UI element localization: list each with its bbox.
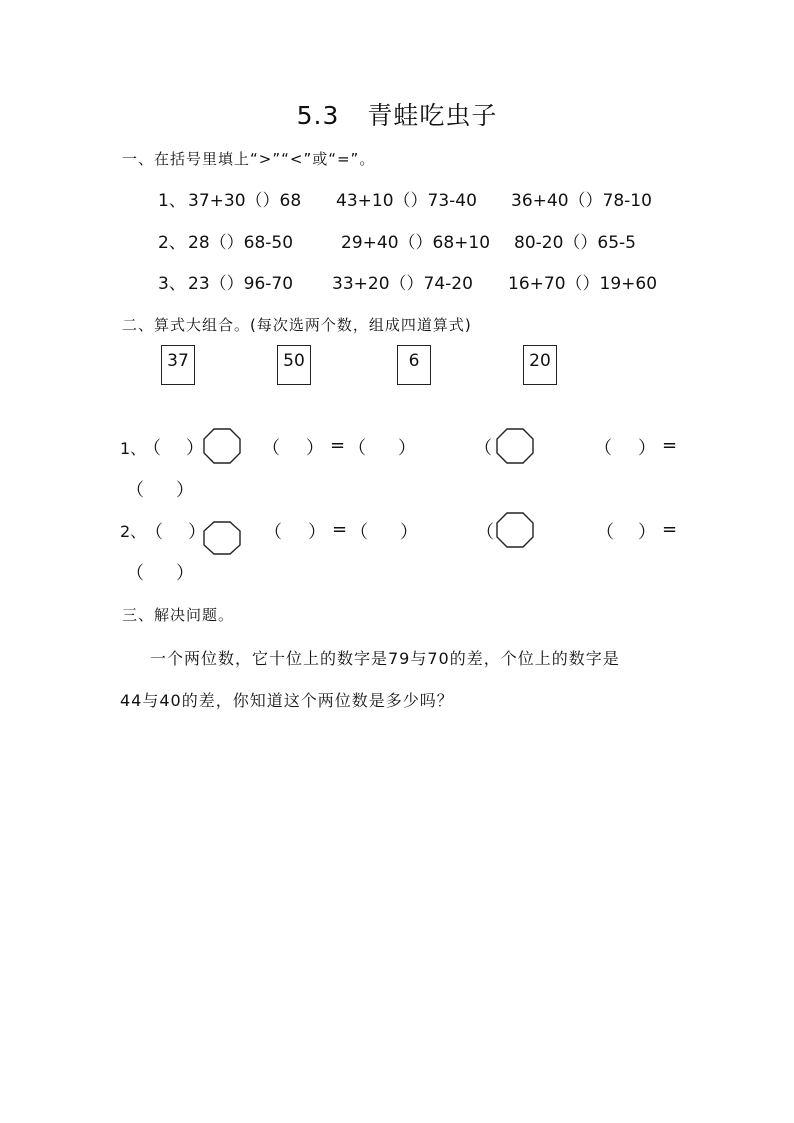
answer-blank-open[interactable]: （ <box>143 438 161 459</box>
answer-blank-open[interactable]: （ <box>262 438 280 459</box>
number-card-37: 37 <box>161 345 195 385</box>
compare-row-2 <box>0 228 794 252</box>
answer-blank-open[interactable]: （ <box>594 438 612 459</box>
answer-blank-close[interactable]: ） <box>306 438 324 459</box>
answer-blank-close[interactable]: ） <box>638 438 656 459</box>
equals-sign: = <box>662 519 678 540</box>
row-label: 3、 <box>158 274 186 294</box>
answer-blank-close[interactable]: ） <box>176 480 194 501</box>
compare-item: 43+10（）73-40 <box>336 191 477 211</box>
compare-item: 29+40（）68+10 <box>341 233 491 253</box>
answer-blank-close[interactable]: ） <box>188 522 206 543</box>
answer-blank-open[interactable]: （ <box>264 522 282 543</box>
equals-sign: = <box>330 435 346 456</box>
number-card-6: 6 <box>397 345 431 385</box>
answer-blank-open[interactable]: （ <box>350 522 368 543</box>
problem-text-line-2: 44与40的差，你知道这个两位数是多少吗？ <box>120 691 454 710</box>
answer-blank-close[interactable]: ） <box>398 438 416 459</box>
problem-text-line-1: 一个两位数，它十位上的数字是79与70的差，个位上的数字是 <box>150 649 620 668</box>
compare-item: 16+70（）19+60 <box>508 274 658 294</box>
operator-octagon[interactable] <box>203 521 241 555</box>
compare-item: 33+20（）74-20 <box>332 274 473 294</box>
answer-blank-open[interactable]: （ <box>596 522 614 543</box>
equals-sign: = <box>332 519 348 540</box>
operator-octagon[interactable] <box>496 428 534 464</box>
compare-row-3 <box>0 269 794 293</box>
answer-blank-close[interactable]: ） <box>638 522 656 543</box>
answer-blank-close[interactable]: ） <box>308 522 326 543</box>
section3-heading: 三、解决问题。 <box>122 606 235 624</box>
answer-blank-open[interactable]: （ <box>145 522 163 543</box>
lesson-number: 5.3 <box>296 101 340 130</box>
equals-sign: = <box>662 435 678 456</box>
line-label: 2、 <box>120 522 147 541</box>
compare-row-1 <box>0 186 794 210</box>
page-title <box>0 96 794 132</box>
answer-blank-close[interactable]: ） <box>186 438 204 459</box>
compare-item: 36+40（）78-10 <box>511 191 652 211</box>
compare-item: 37+30（）68 <box>188 191 302 211</box>
answer-blank-open[interactable]: （ <box>474 438 492 459</box>
answer-blank-open[interactable]: （ <box>348 438 366 459</box>
compare-item: 28（）68-50 <box>188 233 294 253</box>
answer-blank-open[interactable]: （ <box>126 563 144 584</box>
section2-heading: 二、算式大组合。(每次选两个数，组成四道算式) <box>122 316 472 334</box>
answer-blank-open[interactable]: （ <box>476 522 494 543</box>
row-label: 1、 <box>158 191 186 211</box>
compare-item: 23（）96-70 <box>188 274 294 294</box>
operator-octagon[interactable] <box>203 428 241 464</box>
number-card-50: 50 <box>277 345 311 385</box>
section1-heading: 一、在括号里填上“>”“<”或“=”。 <box>122 150 376 168</box>
line-label: 1、 <box>120 439 147 458</box>
answer-blank-close[interactable]: ） <box>400 522 418 543</box>
operator-octagon[interactable] <box>496 512 534 548</box>
compare-item: 80-20（）65-5 <box>514 233 636 253</box>
lesson-title: 青蛙吃虫子 <box>367 101 498 130</box>
number-card-20: 20 <box>523 345 557 385</box>
answer-blank-open[interactable]: （ <box>126 480 144 501</box>
row-label: 2、 <box>158 233 186 253</box>
answer-blank-close[interactable]: ） <box>176 563 194 584</box>
